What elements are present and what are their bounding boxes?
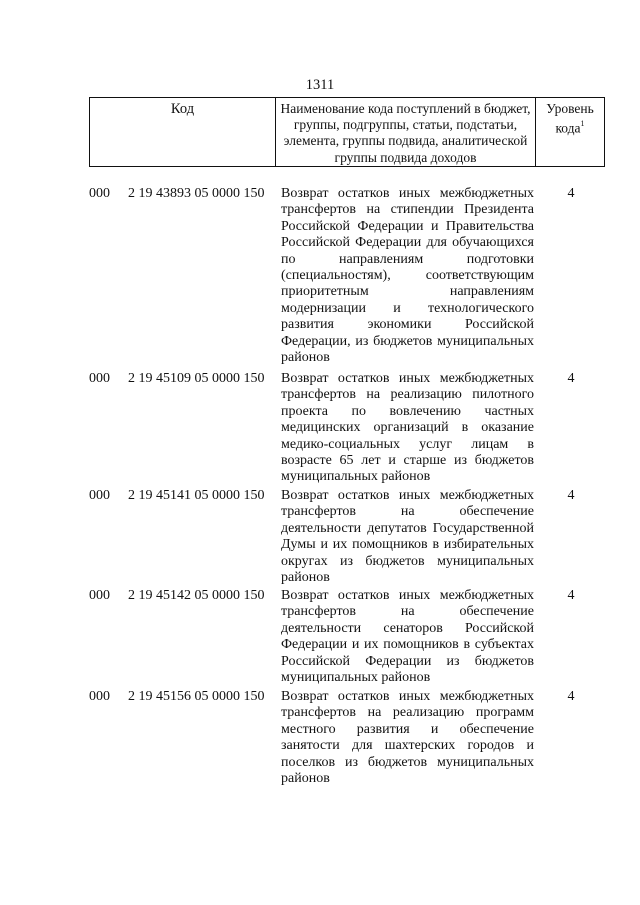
page-number: 1311 [305,77,335,93]
row-name: Возврат остатков иных межбюджетных трансфертов на реализацию программ местного развития и обеспечение занятости для шахтерских городов и поселков из бюджетов муниципальных районов [281,689,534,787]
header-code: Код [90,98,276,166]
row-prefix: 000 [89,488,110,503]
row-code: 2 19 45109 05 0000 150 [128,371,265,386]
header-level [536,98,604,169]
row-level: 4 [567,689,575,704]
row-name: Возврат остатков иных межбюджетных трансфертов на реализацию пилотного проекта по вовлечению частных медицинских организаций в оказание медико-социальных услуг лицам в возрасте 65 лет и старше из бюджетов муниципальных районов [281,371,534,485]
row-code: 2 19 45141 05 0000 150 [128,488,265,503]
row-level: 4 [567,186,575,201]
row-name: Возврат остатков иных межбюджетных трансфертов на обеспечение деятельности сенаторов Российской Федерации и их помощников в субъектах Российской Федерации из бюджетов муниципальных районов [281,588,534,686]
row-level: 4 [567,588,575,603]
row-code: 2 19 45156 05 0000 150 [128,689,265,704]
table-header [89,97,605,167]
row-name: Возврат остатков иных межбюджетных трансфертов на обеспечение деятельности депутатов Государственной Думы и их помощников в избирательных округах из бюджетов муниципальных районов [281,488,534,586]
row-code: 2 19 43893 05 0000 150 [128,186,265,201]
row-prefix: 000 [89,588,110,603]
row-prefix: 000 [89,689,110,704]
header-level-footnote: 1 [580,119,585,129]
row-prefix: 000 [89,371,110,386]
header-name: Наименование кода поступлений в бюджет, группы, подгруппы, статьи, подстатьи, элемента, группы подвида, аналитической группы подвида доходов [276,98,536,166]
row-level: 4 [567,488,575,503]
row-code: 2 19 45142 05 0000 150 [128,588,265,603]
row-prefix: 000 [89,186,110,201]
row-level: 4 [567,371,575,386]
row-name: Возврат остатков иных межбюджетных трансфертов на стипендии Президента Российской Федерации и Правительства Российской Федерации для обучающихся по направлениям подготовки (специальностям), соответствующим приоритетным направлениям модернизации и технологического развития экономики Российской Федерации, из бюджетов муниципальных районов [281,186,534,366]
header-level-label: Уровень кода [546,101,594,136]
